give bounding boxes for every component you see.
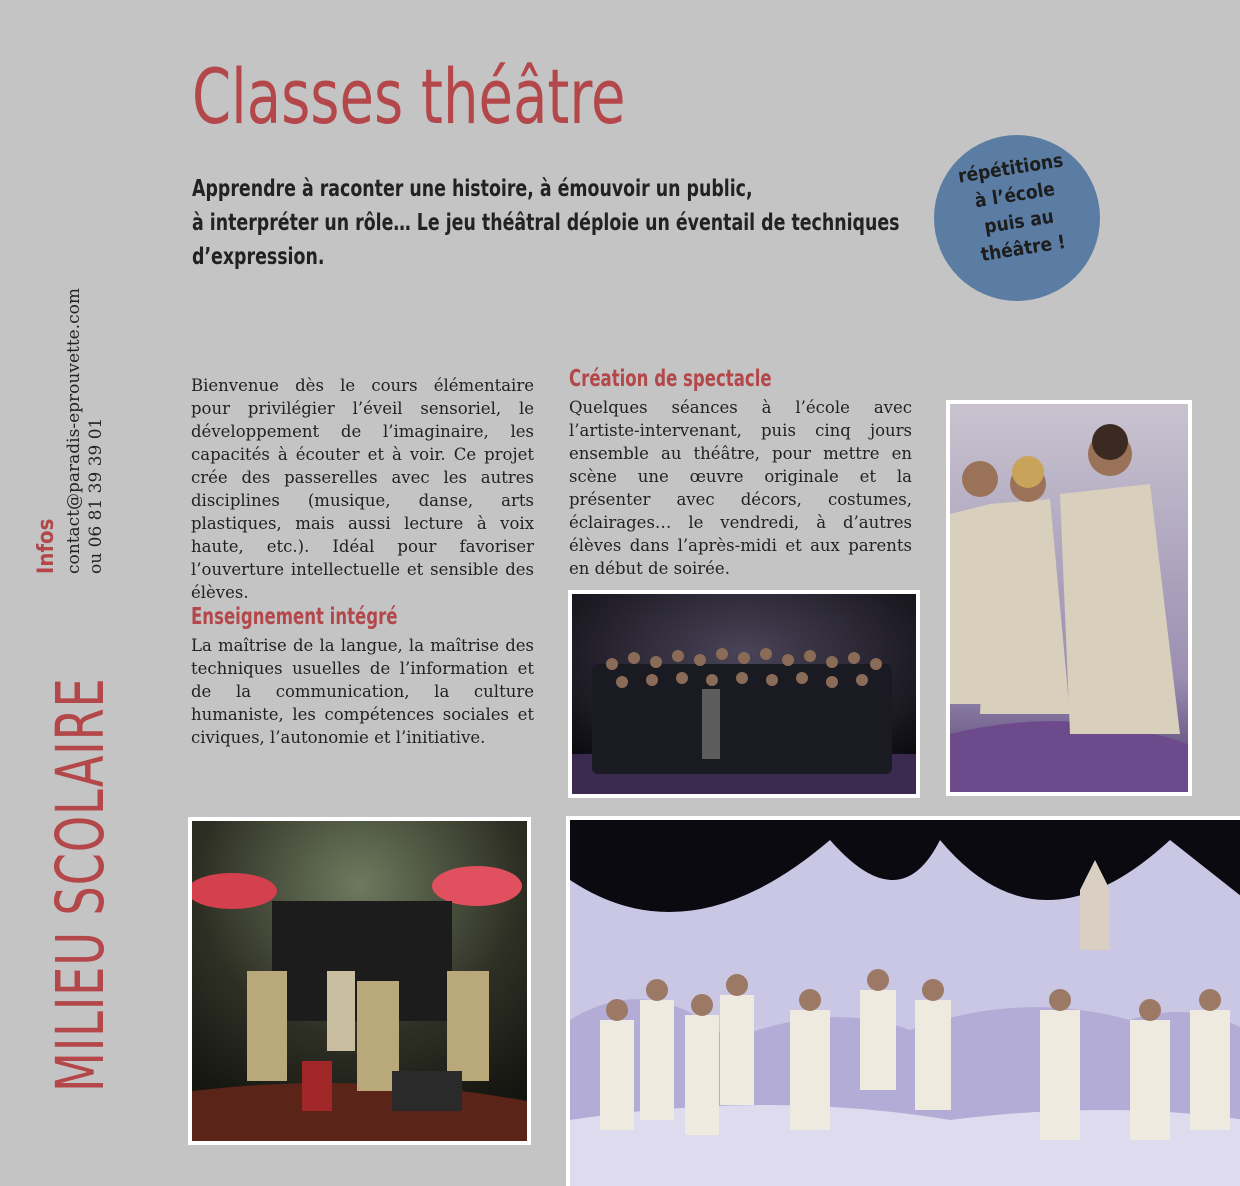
creation-paragraph: Quelques séances à l’école avec l’artiste-intervenant, puis cinq jours ensemble au théâtre, pour mettre en scène une œuvre originale et la présenter avec décors, costumes, éclairages… le vendredi, à d’autres élèves dans l’après-midi et aux parents en début de soirée. (569, 398, 912, 578)
photo-girls-nightgowns (946, 400, 1192, 796)
badge-line: répétitions (956, 149, 1065, 188)
contact-email[interactable]: contact@paradis-eprouvette.com (64, 287, 84, 574)
enseignement-heading: Enseignement intégré (191, 604, 398, 630)
photo-red-umbrellas (188, 817, 531, 1145)
badge-line: à l’école (973, 177, 1057, 213)
enseignement-paragraph: La maîtrise de la langue, la maîtrise des techniques usuelles de l’information et de la communication, la culture humaniste, les compétences sociales et civiques, l’autonomie et l’initiative. (191, 636, 534, 747)
creation-heading: Création de spectacle (569, 366, 772, 392)
photo-group-on-stage (568, 590, 920, 798)
lead-line: d’expression. (192, 244, 325, 270)
section-title: MILIEU SCOLAIRE (42, 677, 119, 1092)
photo-white-drapes-stage (566, 816, 1240, 1186)
infos-label: Infos (34, 518, 59, 574)
page-title: Classes théâtre (192, 52, 626, 141)
badge-text (927, 143, 1108, 276)
rehearsal-badge (934, 135, 1100, 301)
badge-line: puis au (982, 205, 1056, 239)
lead-line: à interpréter un rôle… Le jeu théâtral déploie un éventail de techniques (192, 210, 900, 236)
contact-phone: ou 06 81 39 39 01 (86, 417, 106, 574)
lead-paragraph (192, 172, 931, 274)
badge-line: théâtre ! (979, 230, 1068, 267)
intro-paragraph: Bienvenue dès le cours élémentaire pour privilégier l’éveil sensoriel, le développement de l’imaginaire, les capacités à écouter et à voir. Ce projet crée des passerelles avec les autres disciplines (musique, danse, arts plastiques, mais aussi lecture à voix haute, etc.). Idéal pour favoriser l’ouverture intellectuelle et sensible des élèves. (191, 376, 534, 602)
lead-line: Apprendre à raconter une histoire, à émouvoir un public, (192, 176, 753, 202)
